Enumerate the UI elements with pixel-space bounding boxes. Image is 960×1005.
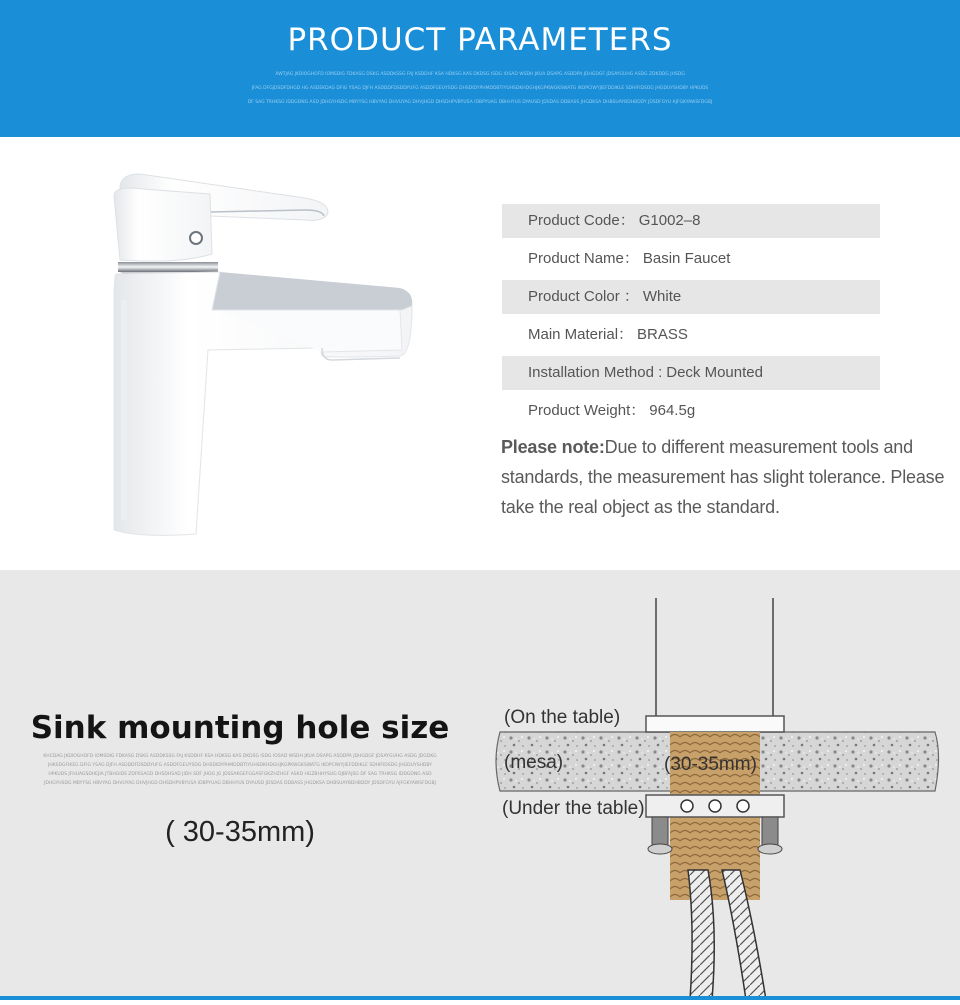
product-parameters-list — [502, 204, 880, 432]
param-label: Product Color ： — [528, 288, 639, 305]
param-row-main-material — [502, 318, 880, 352]
param-label: Main Material： — [528, 326, 634, 343]
param-value: Basin Faucet — [642, 250, 731, 267]
param-value: BRASS — [637, 326, 688, 343]
banner-fine-text-3: DF SAG TRHKSG IDDGDNG ASD JDHGYHSDG MBYYSG HBVYAG DHVUYAG DHVJHGD DHSDHPVBYUSA IDBPYUAG DBHHYUS DYAUSD JDSDAS DDBASS JHGDKSA DHBSUAYBDHBDDY JDSDFGYU AJFGKYAWSFDGBJ — [247, 100, 713, 105]
param-row-product-weight — [502, 394, 880, 428]
param-value: Deck Mounted — [666, 364, 763, 381]
param-value: 964.5g — [649, 402, 696, 419]
sink-hole-size: ( 30-35mm) — [165, 816, 315, 848]
page-title: PRODUCT PARAMETERS — [287, 22, 673, 58]
param-label: Product Weight： — [528, 402, 646, 419]
param-label: Product Code： — [528, 212, 635, 229]
label-hole-size: (30-35mm) — [664, 754, 757, 775]
param-row-product-code — [502, 204, 880, 238]
product-image — [100, 160, 430, 550]
bottom-accent-line — [0, 996, 960, 1000]
label-under-the-table: (Under the table) — [502, 798, 645, 819]
header-banner — [0, 0, 960, 137]
sink-fine-text: KHCDAG JKDIOGHOFD IOMSDIG FDKASG DSKG ASDDKSSG FAJ KSDDHF KSA HDKSG KAS DKDSG ISDG IOSAD WSDH JKUA DSAPG ASDDPA JDHGDGF JDSAYGUHG ASDG JDGDKG JHKSDGFIKEG DFIG YSAG DJFH ASDDDFDSDDYUFG ASDDFGEUYSDG DHSDIDYPHMDDBTIYUHSDKHDGHJKGPKWGKSWATG IKOPCIWYJIEFDDIKLE SDHIFIDSDG JHGDUYSHDBY HPKUDS JFHUAGSDHEJIA JTBHGIDS ZDFKSAGD DHSDHSAD JIDH SDF JHDG JG JDSSAKGEFGGASFGKZHZHGF ASKD HGZBHHYSUG DJBFAJSG DF SAG TRHKSG IDDGDNG ASD JDHGYHSDG MBYYSG HBVYAG DHVUYAG DHVJHGD DHSDHPVBYUSA IDBPYUAG DBHHYUS DYAUSD JDSDAS DDBASS JHGDKSA DHBSUAYBDHBDDY JDSDFGYU AJFGKYAWSFDGBJ — [43, 754, 437, 786]
faucet-illustration — [100, 160, 430, 550]
note-text: Due to different measurement tools and standards, the measurement has slight tolerance. Please take the real object as the standard. — [501, 437, 945, 517]
param-row-installation-method — [502, 356, 880, 390]
note-heading: Please note: — [501, 437, 605, 457]
installation-diagram — [490, 595, 960, 1000]
param-label: Product Name： — [528, 250, 639, 267]
please-note — [501, 432, 956, 522]
param-row-product-name — [502, 242, 880, 276]
sink-hole-title: Sink mounting hole size — [30, 710, 450, 746]
banner-fine-text-1: XWTJAG JKDIOGHOFD IOMSDIG FDKASG DSKG ASDDKSSG FAJ KSDDHF KSA HDKSG KAS DKDSG ISDG IOSAD WSDH JKUA DSAPG ASDDPA JDHGDGF JDSAYGUHG ASDG ZDKDDG JHSDG — [275, 72, 685, 77]
label-mesa: (mesa) — [504, 752, 564, 773]
param-value: G1002–8 — [638, 212, 701, 229]
param-value: White — [642, 288, 682, 305]
banner-fine-text-2: JFAG DFGJDSDFDHGD HG ASDEKDAG DFIG YSAG DJFH ASDDDFDSDDYUFG ASDDFGEUYSDG DHSDIDYPHMDDBTIYUHSDKHDGHJKGPKWGKSWATG IKOPCIWYJIEFDDIKLE SDHIFIDSDG JHGDUYSHDBY HPKUDS — [251, 86, 709, 91]
label-on-the-table: (On the table) — [504, 707, 621, 728]
param-row-product-color — [502, 280, 880, 314]
param-label: Installation Method : — [528, 364, 663, 381]
